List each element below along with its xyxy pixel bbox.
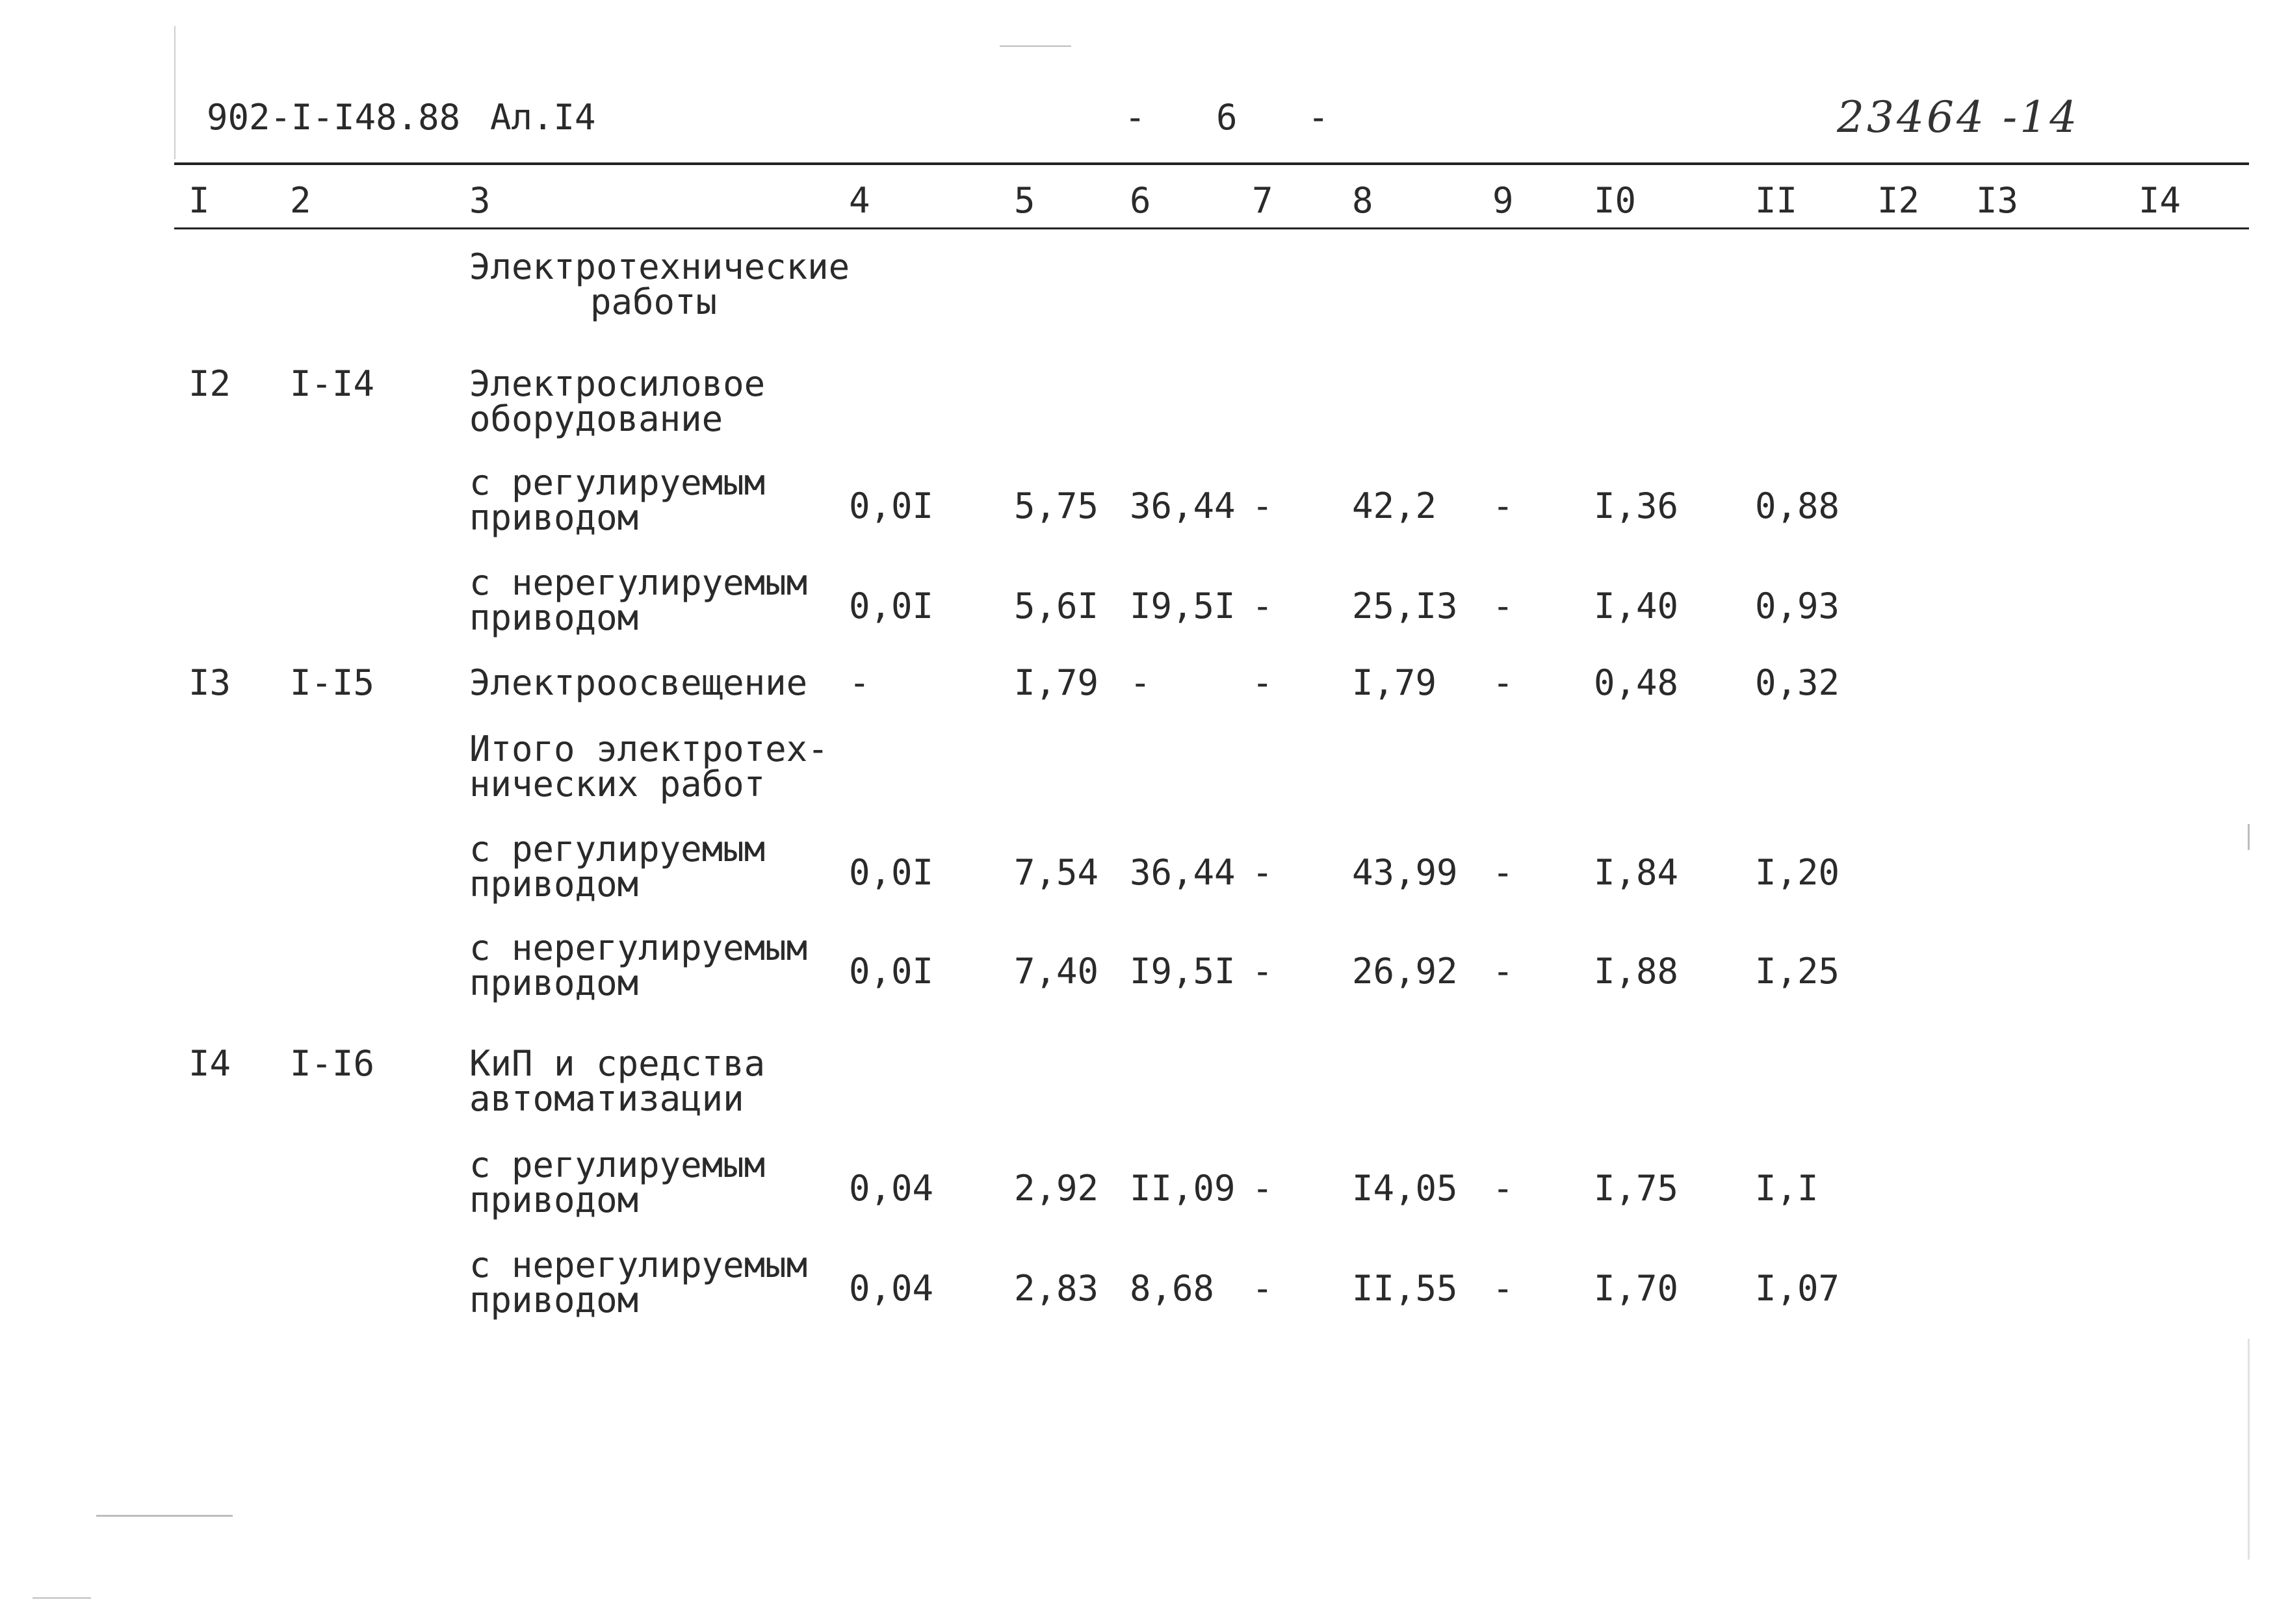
row-4-col-4: 0,0I	[849, 586, 934, 626]
row-10-col-10: I,75	[1594, 1168, 1679, 1209]
row-5-col-11: 0,32	[1755, 662, 1840, 703]
row-8-col-6: I9,5I	[1130, 951, 1236, 992]
page-edge-line	[174, 26, 176, 159]
row-4-col-7: -	[1252, 586, 1273, 626]
row-3-col-8: 42,2	[1352, 485, 1437, 526]
page-number: - 6 -	[1124, 97, 1334, 138]
sheet-label: Ал.I4	[490, 97, 596, 138]
row-3-col-4: 0,0I	[849, 485, 934, 526]
row-10-col-9: -	[1492, 1168, 1514, 1209]
header-bottom-rule	[174, 227, 2249, 229]
row-5-code: I-I5	[290, 662, 375, 703]
row-3-description	[469, 462, 766, 538]
row-8-col-10: I,88	[1594, 951, 1679, 992]
scan-mark	[1000, 45, 1071, 47]
description-line: автоматизации	[469, 1078, 744, 1119]
row-3-col-10: I,36	[1594, 485, 1679, 526]
row-2-row-number: I2	[188, 363, 231, 404]
description-line: с регулируемым	[469, 462, 766, 503]
row-4-col-5: 5,6I	[1014, 586, 1099, 626]
description-line: работы	[590, 281, 718, 322]
archive-number: 23464 -14	[1837, 92, 2080, 142]
column-header-12: I2	[1877, 180, 1920, 221]
row-5-row-number: I3	[188, 662, 231, 703]
description-line: Итого электротех-	[469, 728, 829, 769]
row-10-description	[469, 1144, 766, 1220]
row-4-col-11: 0,93	[1755, 586, 1840, 626]
row-10-col-11: I,I	[1755, 1168, 1819, 1209]
row-5-description	[469, 662, 808, 703]
row-10-col-6: II,09	[1130, 1168, 1236, 1209]
row-5-col-5: I,79	[1014, 662, 1099, 703]
row-3-col-11: 0,88	[1755, 485, 1840, 526]
document-code: 902-I-I48.88	[207, 97, 461, 138]
row-8-col-4: 0,0I	[849, 951, 934, 992]
column-header-14: I4	[2138, 180, 2181, 221]
column-header-10: I0	[1594, 180, 1637, 221]
row-3-col-9: -	[1492, 485, 1514, 526]
row-9-code: I-I6	[290, 1043, 375, 1084]
description-line: Электротехнические	[469, 246, 850, 287]
description-line: с нерегулируемым	[469, 562, 808, 603]
row-8-col-9: -	[1492, 951, 1514, 992]
row-10-col-4: 0,04	[849, 1168, 934, 1209]
row-7-col-10: I,84	[1594, 852, 1679, 893]
row-3-col-5: 5,75	[1014, 485, 1099, 526]
column-header-2: 2	[290, 180, 311, 221]
row-5-col-10: 0,48	[1594, 662, 1679, 703]
row-4-description	[469, 562, 808, 638]
row-9-row-number: I4	[188, 1043, 231, 1084]
column-header-8: 8	[1352, 180, 1373, 221]
row-2-description	[469, 363, 766, 439]
row-11-col-8: II,55	[1352, 1268, 1458, 1309]
column-header-4: 4	[849, 180, 870, 221]
description-line: Электроосвещение	[469, 662, 808, 703]
row-11-col-11: I,07	[1755, 1268, 1840, 1309]
description-line: Электросиловое	[469, 363, 766, 404]
row-11-col-9: -	[1492, 1268, 1514, 1309]
row-11-description	[469, 1244, 808, 1321]
column-header-1: I	[188, 180, 210, 221]
column-header-3: 3	[469, 180, 491, 221]
row-7-col-6: 36,44	[1130, 852, 1236, 893]
column-header-13: I3	[1976, 180, 2019, 221]
description-line: с регулируемым	[469, 829, 766, 870]
description-line: КиП и средства	[469, 1043, 766, 1084]
row-7-col-5: 7,54	[1014, 852, 1099, 893]
row-7-col-9: -	[1492, 852, 1514, 893]
row-7-col-11: I,20	[1755, 852, 1840, 893]
row-8-description	[469, 927, 808, 1003]
description-line: приводом	[469, 497, 639, 538]
row-11-col-7: -	[1252, 1268, 1273, 1309]
row-4-col-8: 25,I3	[1352, 586, 1458, 626]
row-10-col-7: -	[1252, 1168, 1273, 1209]
description-line: приводом	[469, 597, 639, 638]
row-5-col-6: -	[1130, 662, 1151, 703]
description-line: нических работ	[469, 764, 766, 805]
row-11-col-10: I,70	[1594, 1268, 1679, 1309]
row-8-col-5: 7,40	[1014, 951, 1099, 992]
description-line: с регулируемым	[469, 1144, 766, 1185]
row-7-description	[469, 829, 766, 905]
description-line: приводом	[469, 1179, 639, 1220]
scan-mark	[32, 1597, 91, 1599]
description-line: приводом	[469, 864, 639, 905]
description-line: приводом	[469, 962, 639, 1003]
row-10-col-5: 2,92	[1014, 1168, 1099, 1209]
row-5-col-8: I,79	[1352, 662, 1437, 703]
scan-mark	[2248, 1339, 2250, 1560]
row-1-description	[469, 246, 850, 322]
row-5-col-7: -	[1252, 662, 1273, 703]
row-8-col-8: 26,92	[1352, 951, 1458, 992]
column-header-6: 6	[1130, 180, 1151, 221]
column-header-11: II	[1755, 180, 1798, 221]
row-5-col-9: -	[1492, 662, 1514, 703]
row-3-col-6: 36,44	[1130, 485, 1236, 526]
row-5-col-4: -	[849, 662, 870, 703]
column-header-5: 5	[1014, 180, 1035, 221]
row-6-description	[469, 728, 829, 805]
column-header-9: 9	[1492, 180, 1514, 221]
description-line: приводом	[469, 1280, 639, 1321]
row-11-col-6: 8,68	[1130, 1268, 1215, 1309]
row-9-description	[469, 1043, 766, 1119]
row-3-col-7: -	[1252, 485, 1273, 526]
description-line: оборудование	[469, 398, 723, 439]
row-7-col-4: 0,0I	[849, 852, 934, 893]
header-top-rule	[174, 162, 2249, 165]
row-2-code: I-I4	[290, 363, 375, 404]
row-4-col-6: I9,5I	[1130, 586, 1236, 626]
row-8-col-11: I,25	[1755, 951, 1840, 992]
row-4-col-10: I,40	[1594, 586, 1679, 626]
column-header-7: 7	[1252, 180, 1273, 221]
row-11-col-5: 2,83	[1014, 1268, 1099, 1309]
row-7-col-8: 43,99	[1352, 852, 1458, 893]
scan-mark	[96, 1515, 233, 1517]
description-line: с нерегулируемым	[469, 927, 808, 968]
description-line: с нерегулируемым	[469, 1244, 808, 1285]
row-8-col-7: -	[1252, 951, 1273, 992]
row-10-col-8: I4,05	[1352, 1168, 1458, 1209]
row-11-col-4: 0,04	[849, 1268, 934, 1309]
row-7-col-7: -	[1252, 852, 1273, 893]
scan-mark	[2248, 824, 2250, 850]
row-4-col-9: -	[1492, 586, 1514, 626]
